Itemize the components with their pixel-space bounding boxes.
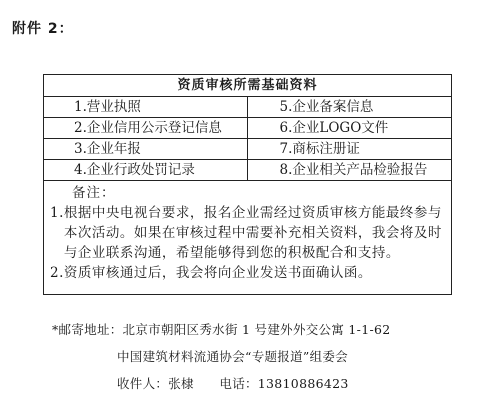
material-item: 2.企业信用公示登记信息 [44,118,248,139]
materials-table [43,74,452,295]
materials-grid [44,97,451,181]
notes-title: 备注： [72,185,116,201]
material-item: 3.企业年报 [44,139,248,160]
contact-info: 收件人：张棣 电话：13810886423 [117,376,349,391]
table-title: 资质审核所需基础资料 [44,75,451,97]
attachment-label: 附件 2： [12,21,74,37]
material-item: 7.商标注册证 [248,139,452,160]
note-number: 2. [50,265,64,281]
organizer-name: 中国建筑材料流通协会“专题报道”组委会 [117,349,348,364]
note-text: 资质审核通过后，我会将向企业发送书面确认函。 [63,265,372,281]
notes-section [44,181,451,283]
material-item: 5.企业备案信息 [248,97,452,118]
material-item: 1.营业执照 [44,97,248,118]
mailing-address: *邮寄地址：北京市朝阳区秀水街 1 号建外外交公寓 1-1-62 [52,322,391,337]
note-item [50,263,445,283]
material-item: 6.企业LOGO文件 [248,118,452,139]
note-number: 1. [50,205,64,221]
note-item [50,203,445,263]
note-text: 根据中央电视台要求，报名企业需经过资质审核方能最终参与本次活动。如果在审核过程中需要补充相关资料，我会将及时与企业联系沟通，希望能够得到您的积极配合和支持。 [63,205,442,261]
material-item: 8.企业相关产品检验报告 [248,160,452,181]
material-item: 4.企业行政处罚记录 [44,160,248,181]
